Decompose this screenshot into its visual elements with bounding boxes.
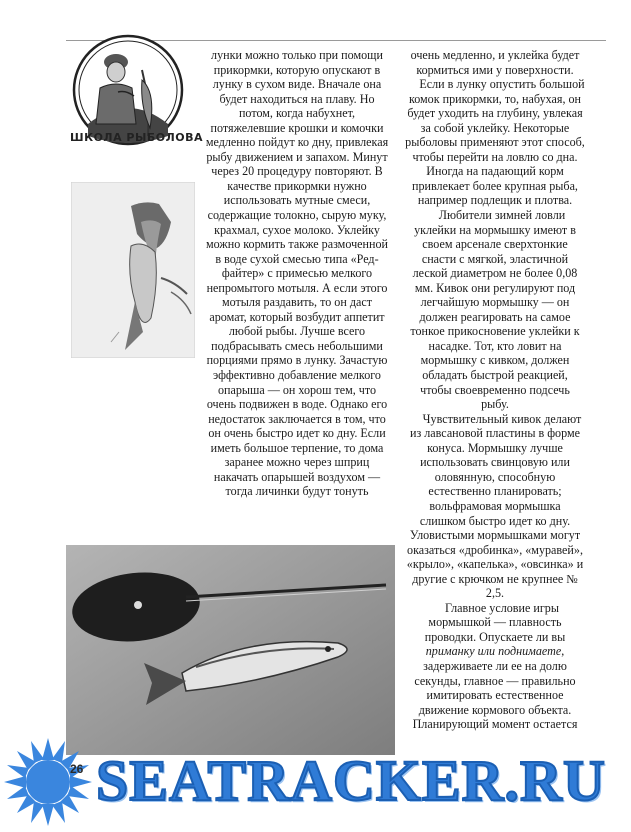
text-run: Главное условие игры мормышкой — плавность проводки. Опускаете ли вы	[424, 600, 566, 644]
page-number: 26	[70, 762, 84, 776]
text-run: , задерживаете ли ее на долю секунды, главное — правильно имитировать естественное движение кормового объекта. Планирующий момент остается	[412, 644, 578, 732]
paragraph: Если в лунку опустить большой комок прикормки, то, набухая, он будет уходить на глубину, увлекая за собой уклейку. Некоторые рыболовы применяют этот способ, чтобы перейти на ловлю со дна. Иногда на падающий корм привлекает более крупная рыба, например подлещик и плотва.	[405, 77, 585, 208]
photo-bleak-in-hand	[71, 182, 195, 358]
photo-float-and-bleak	[66, 545, 395, 755]
paragraph: Чувствительный кивок делают из лавсановой пластины в форме конуса. Мормышку лучше использовать свинцовую или оловянную, способную естественно планировать; вольфрамовая мормышка слишком быстро идет ко дну. Уловистыми мормышками могут оказаться «дробинка», «муравей», «крыло», «капелька», «овсинка» и другие с крючком не крупнее № 2,5.	[406, 411, 584, 601]
text-column-left	[202, 48, 392, 499]
paragraph: очень медленно, и уклейка будет кормиться ими у поверхности.	[410, 48, 580, 77]
text-column-right	[405, 48, 585, 732]
paragraph: Любители зимней ловли уклейки на мормышку имеют в своем арсенале сверхтонкие снасти с мягкой, эластичной леской диаметром не более 0,08 мм. Кивок они регулируют под легчайшую мормышку — он должен реагировать на самое тонкое прикосновение уклейки к насадке. Тот, кто ловит на мормышку с кивком, должен обладать быстрой реакцией, чтобы своевременно подсечь рыбу.	[410, 208, 580, 412]
paragraph: лунки можно только при помощи прикормки, которую опускают в лунку в сухом виде. Вначале она будет находиться на плаву. Но потом, когда набухнет, потяжелевшие крошки и комочки медленно пойдут ко дну, привлекая рыбу движением и запахом. Минут через 20 процедуру повторяют. В качестве прикормки нужно использовать мутные смеси, содержащие толокно, сырую муку, крахмал, сухое молоко. Уклейку можно кормить также размоченной в воде сухой смесью типа «Ред-файтер» с примесью мелкого непромытого мотыля. А если этого мотыля раздавить, то он даст аромат, который возбудит аппетит любой рыбы. Лучше всего подбрасывать смесь небольшими порциями прямо в лунку. Зачастую эффективно добавление мелкого опарыша — он хорош тем, что очень подвижен в воде. Однако его недостаток заключается в том, что он очень быстро идет ко дну. Если иметь большое терпение, то дома заранее можно через шприц накачать опарышей воздухом — тогда личинки будут тонуть	[205, 48, 389, 499]
watermark-text: SEATRACKER.RU	[96, 748, 606, 813]
italic-run: приманку или поднимаете	[425, 644, 562, 659]
paragraph	[405, 601, 585, 732]
school-of-angler-logo	[66, 32, 196, 164]
logo-title: ШКОЛА РЫБОЛОВА	[70, 131, 203, 144]
